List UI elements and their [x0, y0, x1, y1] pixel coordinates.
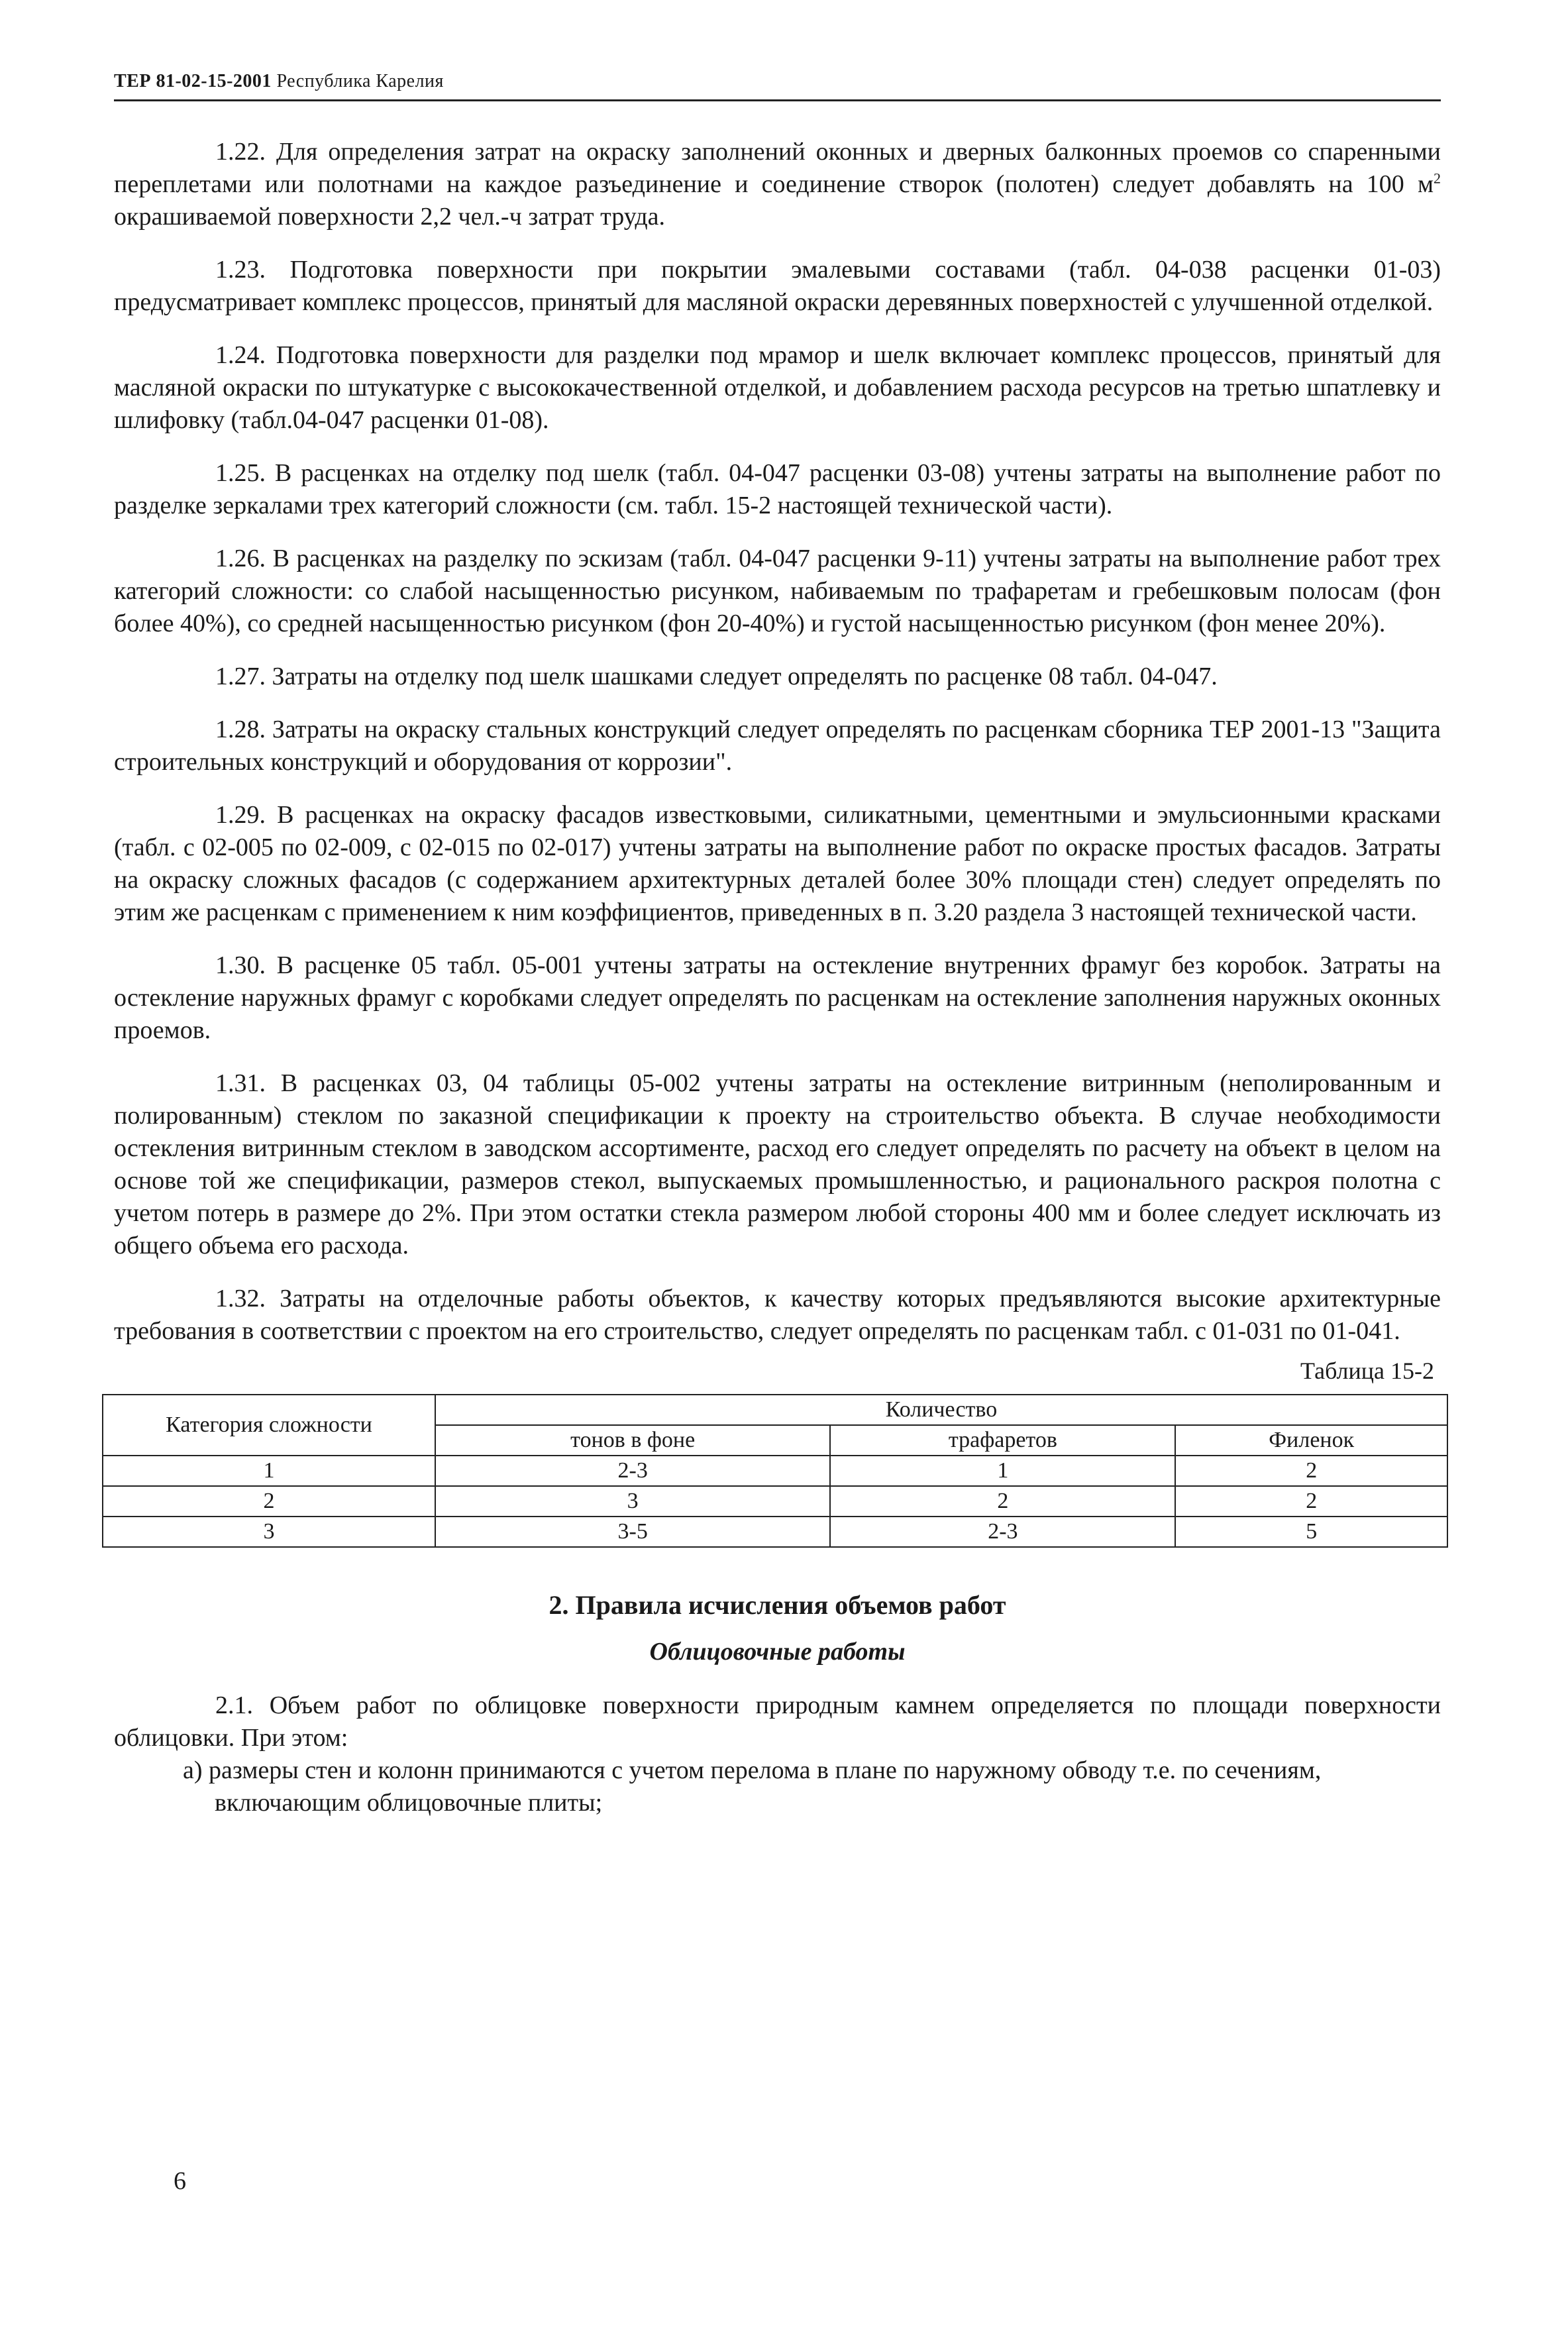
page-header [114, 66, 1441, 101]
paragraph-1-24: 1.24. Подготовка поверхности для разделки под мрамор и шелк включает комплекс процессов, принятый для масляной окраски по штукатурке с высококачественной отделкой, и добавлением расхода ресурсов на третью шпатлевку и шлифовку (табл.04-047 расценки 01-08). [114, 341, 1441, 434]
paragraph-1-31: 1.31. В расценках 03, 04 таблицы 05-002 учтены затраты на остекление витринным (неполированным и полированным) стеклом по заказной спецификации к проекту на строительство объекта. В случае необходимости остекления витринным стеклом в заводском ассортименте, расход его следует определять по расчету на объект в целом на основе той же спецификации, размеров стекол, выпускаемых промышленностью, и рационального раскроя полотна с учетом потерь в размере до 2%. При этом остатки стекла размером любой стороны 400 мм и более следует исключать из общего объема его расхода. [114, 1069, 1441, 1259]
table-cell: 2-3 [830, 1517, 1175, 1547]
paragraph-1-28: 1.28. Затраты на окраску стальных конструкций следует определять по расценкам сборника ТЕР 2001-13 "Защита строительных конструкций и оборудования от коррозии". [114, 716, 1441, 776]
table-cell: 1 [103, 1456, 435, 1486]
paragraph-1-30: 1.30. В расценке 05 табл. 05-001 учтены затраты на остекление внутренних фрамуг без коробок. Затраты на остекление наружных фрамуг с коробками следует определять по расценкам на остекление заполнения наружных оконных проемов. [114, 951, 1441, 1044]
paragraph-1-22-text-end: окрашиваемой поверхности 2,2 чел.-ч затрат труда. [114, 203, 666, 231]
header-category: Категория сложности [103, 1395, 435, 1456]
table-cell: 3-5 [435, 1517, 830, 1547]
subheader-panels: Филенок [1175, 1425, 1447, 1456]
header-code: ТЕР 81-02-15-2001 [114, 71, 272, 91]
table-row [103, 1517, 1447, 1547]
table-caption: Таблица 15-2 [1300, 1358, 1434, 1384]
header-region: Республика Карелия [276, 71, 444, 91]
subsection-title: Облицовочные работы [649, 1638, 906, 1666]
table-row [103, 1456, 1447, 1486]
table-cell: 2 [1175, 1456, 1447, 1486]
subheader-stencils: трафаретов [830, 1425, 1175, 1456]
paragraph-1-29: 1.29. В расценках на окраску фасадов известковыми, силикатными, цементными и эмульсионными красками (табл. с 02-005 по 02-009, с 02-015 по 02-017) учтены затраты на выполнение работ по окраске простых фасадов. Затраты на окраску сложных фасадов (с содержанием архитектурных деталей более 30% площади стен) следует определять по этим же расценкам с применением к ним коэффициентов, приведенных в п. 3.20 раздела 3 настоящей технической части. [114, 801, 1441, 926]
subheader-tones: тонов в фоне [435, 1425, 830, 1456]
header-quantity: Количество [435, 1395, 1447, 1425]
table-cell: 5 [1175, 1517, 1447, 1547]
list-item-a: а) размеры стен и колонн принимаются с учетом перелома в плане по наружному обводу т.е. по сечениям, включающим облицовочные плиты; [183, 1756, 1322, 1817]
page-number: 6 [174, 2167, 186, 2195]
table-cell: 2-3 [435, 1456, 830, 1486]
table-cell: 3 [103, 1517, 435, 1547]
table-header-row [103, 1395, 1447, 1425]
section-title: 2. Правила исчисления объемов работ [549, 1590, 1006, 1620]
paragraph-1-23: 1.23. Подготовка поверхности при покрытии эмалевыми составами (табл. 04-038 расценки 01-03) предусматривает комплекс процессов, принятый для масляной окраски деревянных поверхностей с улучшенной отделкой. [114, 256, 1441, 316]
paragraph-1-27: 1.27. Затраты на отделку под шелк шашками следует определять по расценке 08 табл. 04-047. [215, 663, 1218, 690]
paragraph-2-1: 2.1. Объем работ по облицовке поверхности природным камнем определяется по площади поверхности облицовки. При этом: [114, 1691, 1441, 1752]
paragraph-1-25: 1.25. В расценках на отделку под шелк (табл. 04-047 расценки 03-08) учтены затраты на выполнение работ по разделке зеркалами трех категорий сложности (см. табл. 15-2 настоящей технической части). [114, 459, 1441, 519]
table-cell: 2 [103, 1486, 435, 1517]
table-cell: 3 [435, 1486, 830, 1517]
table-cell: 2 [830, 1486, 1175, 1517]
paragraph-1-32: 1.32. Затраты на отделочные работы объектов, к качеству которых предъявляются высокие архитектурные требования в соответствии с проектом на его строительство, следует определять по расценкам табл. с 01-031 по 01-041. [114, 1285, 1441, 1345]
paragraph-1-26: 1.26. В расценках на разделку по эскизам (табл. 04-047 расценки 9-11) учтены затраты на выполнение работ трех категорий сложности: со слабой насыщенностью рисунком, набиваемым по трафаретам и гребешковым полосам (фон более 40%), со средней насыщенностью рисунком (фон 20-40%) и густой насыщенностью рисунком (фон менее 20%). [114, 545, 1441, 637]
table-cell: 1 [830, 1456, 1175, 1486]
complexity-table [102, 1394, 1448, 1548]
table-cell: 2 [1175, 1486, 1447, 1517]
paragraph-1-22 [114, 136, 1441, 233]
paragraph-1-22-text: 1.22. Для определения затрат на окраску заполнений оконных и дверных балконных проемов со спаренными переплетами или полотнами на каждое разъединение и соединение створок (полотен) следует добавлять на 100 м [114, 138, 1441, 198]
table-row [103, 1486, 1447, 1517]
superscript-2: 2 [1434, 170, 1441, 187]
page-content [114, 136, 1441, 1819]
